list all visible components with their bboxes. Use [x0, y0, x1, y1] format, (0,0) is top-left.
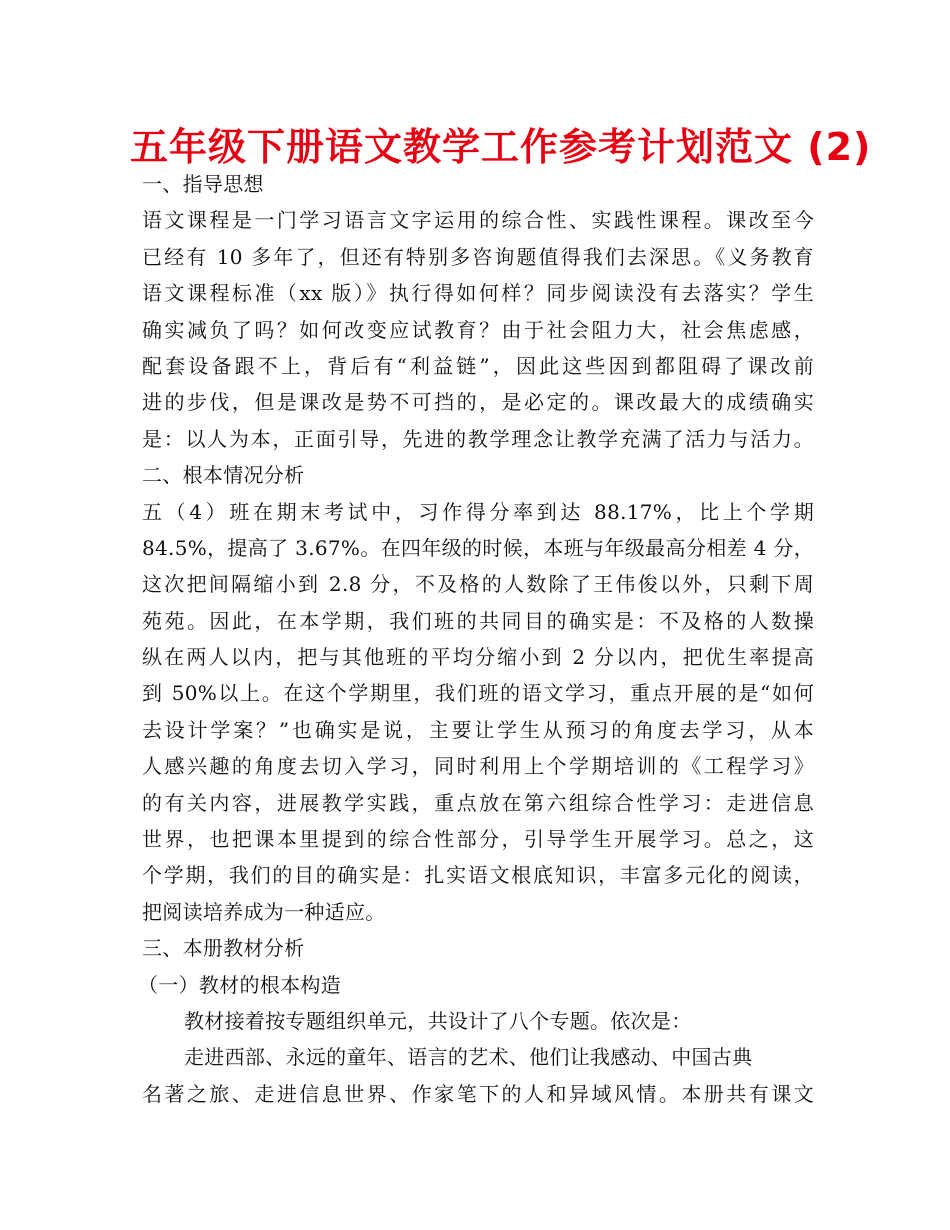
section-heading-textbook-analysis: 三、本册教材分析 — [142, 936, 305, 961]
body-line: 去设计学案？”也确实是说，主要让学生从预习的角度去学习，从本 — [142, 717, 814, 742]
body-line: 走进西部、永远的童年、语言的艺术、他们让我感动、中国古典 — [184, 1045, 753, 1070]
body-line: 教材接着按专题组织单元，共设计了八个专题。依次是： — [184, 1008, 692, 1033]
body-line: 人感兴趣的角度去切入学习，同时利用上个学期培训的《工程学习》 — [142, 754, 814, 779]
body-line: 世界，也把课本里提到的综合性部分，引导学生开展学习。总之，这 — [142, 827, 814, 852]
body-line: 这次把间隔缩小到 2.8 分，不及格的人数除了王伟俊以外，只剩下周 — [142, 572, 814, 597]
body-line: 苑苑。因此，在本学期，我们班的共同目的确实是：不及格的人数操 — [142, 608, 814, 633]
body-line: 纵在两人以内，把与其他班的平均分缩小到 2 分以内，把优生率提高 — [142, 645, 814, 670]
body-line: 语文课程标准（xx 版）》执行得如何样？同步阅读没有去落实？学生 — [142, 281, 814, 306]
body-line: 把阅读培养成为一种适应。 — [142, 899, 386, 924]
subsection-heading-basic-structure: （一）教材的根本构造 — [138, 972, 341, 997]
body-line: 84.5%，提高了 3.67%。在四年级的时候，本班与年级最高分相差 4 分， — [142, 535, 814, 560]
body-line: 到 50%以上。在这个学期里，我们班的语文学习，重点开展的是“如何 — [142, 681, 814, 706]
body-line: 进的步伐，但是课改是势不可挡的，是必定的。课改最大的成绩确实 — [142, 390, 814, 415]
body-line: 语文课程是一门学习语言文字运用的综合性、实践性课程。课改至今 — [142, 208, 814, 233]
body-line: 已经有 10 多年了，但还有特别多咨询题值得我们去深思。《义务教育 — [142, 244, 814, 269]
section-heading-guiding-thought: 一、指导思想 — [142, 172, 264, 196]
document-title: 五年级下册语文教学工作参考计划范文 (2) — [130, 125, 872, 169]
section-heading-situation-analysis: 二、根本情况分析 — [142, 463, 305, 488]
body-line: 确实减负了吗？如何改变应试教育？由于社会阻力大，社会焦虑感， — [142, 317, 814, 342]
body-line: 个学期，我们的目的确实是：扎实语文根底知识，丰富多元化的阅读， — [142, 863, 814, 888]
body-line: 的有关内容，进展教学实践，重点放在第六组综合性学习：走进信息 — [142, 790, 814, 815]
body-line: 配套设备跟不上，背后有“利益链”，因此这些因到都阻碍了课改前 — [142, 353, 814, 378]
body-line: 五（4）班在期末考试中，习作得分率到达 88.17%，比上个学期 — [142, 499, 814, 524]
body-line: 名著之旅、走进信息世界、作家笔下的人和异域风情。本册共有课文 — [142, 1081, 814, 1106]
document-body — [138, 166, 814, 1112]
body-line: 是：以人为本，正面引导，先进的教学理念让教学充满了活力与活力。 — [142, 426, 814, 451]
